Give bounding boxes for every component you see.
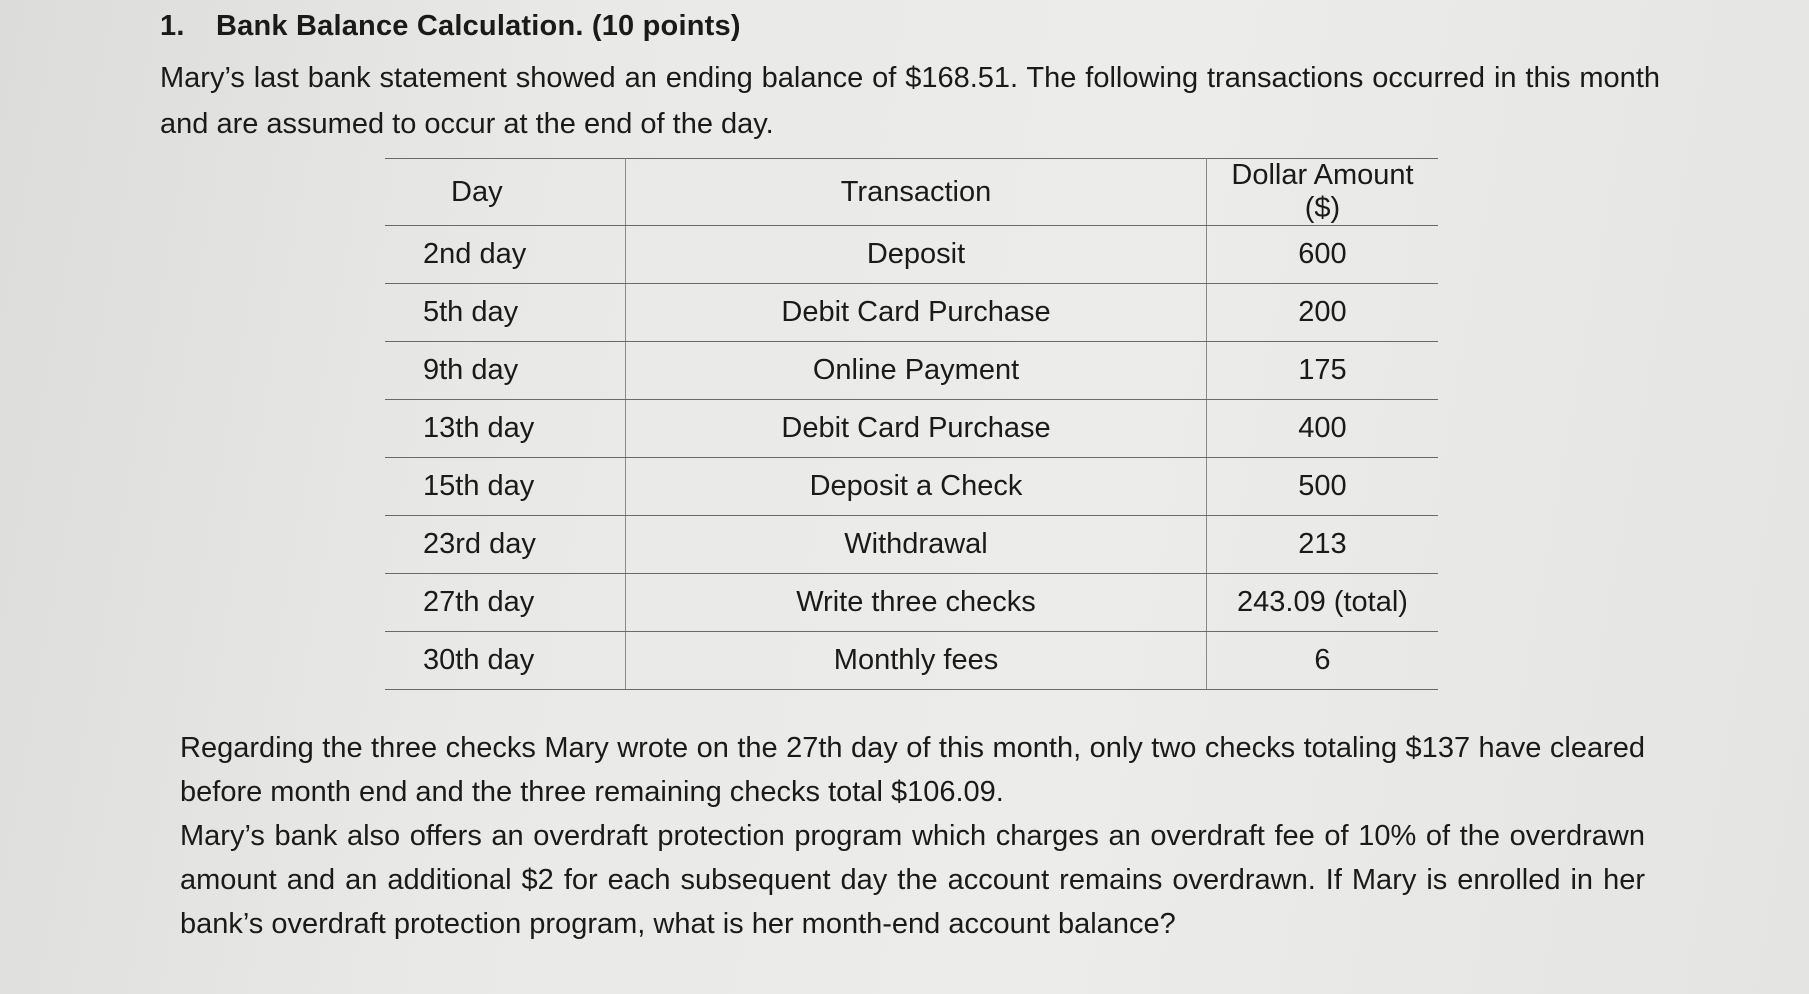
question-number: 1.: [160, 10, 185, 42]
cell-amount: 175: [1207, 342, 1439, 400]
cell-day: 5th day: [385, 284, 626, 342]
table-row: [385, 632, 1438, 690]
notes-section: [180, 726, 1645, 946]
cell-day: 2nd day: [385, 226, 626, 284]
question-title: Bank Balance Calculation. (10 points): [216, 10, 741, 42]
header-day: Day: [385, 159, 626, 226]
cell-transaction: Online Payment: [626, 342, 1207, 400]
cell-day: 23rd day: [385, 516, 626, 574]
transactions-table: [385, 158, 1438, 690]
notes-paragraph-checks: Regarding the three checks Mary wrote on the 27th day of this month, only two checks totaling $137 have cleared before month end and the three remaining checks total $106.09.: [180, 732, 1645, 808]
header-amount: Dollar Amount ($): [1207, 159, 1439, 226]
cell-transaction: Deposit a Check: [626, 458, 1207, 516]
cell-amount: 400: [1207, 400, 1439, 458]
cell-day: 30th day: [385, 632, 626, 690]
cell-amount: 200: [1207, 284, 1439, 342]
cell-transaction: Deposit: [626, 226, 1207, 284]
table-row: [385, 284, 1438, 342]
cell-transaction: Debit Card Purchase: [626, 284, 1207, 342]
question-heading: [160, 10, 741, 43]
cell-transaction: Withdrawal: [626, 516, 1207, 574]
cell-amount: 213: [1207, 516, 1439, 574]
table-header-row: [385, 159, 1438, 226]
table-row: [385, 574, 1438, 632]
cell-transaction: Write three checks: [626, 574, 1207, 632]
table-row: [385, 458, 1438, 516]
table-row: [385, 400, 1438, 458]
cell-day: 15th day: [385, 458, 626, 516]
table-row: [385, 342, 1438, 400]
intro-paragraph: Mary’s last bank statement showed an ending balance of $168.51. The following transactions occurred in this month and are assumed to occur at the end of the day.: [160, 62, 1660, 140]
table-row: [385, 226, 1438, 284]
cell-amount: 500: [1207, 458, 1439, 516]
table-row: [385, 516, 1438, 574]
cell-day: 13th day: [385, 400, 626, 458]
cell-transaction: Monthly fees: [626, 632, 1207, 690]
notes-paragraph-overdraft: Mary’s bank also offers an overdraft protection program which charges an overdraft fee of 10% of the overdrawn amount and an additional $2 for each subsequent day the account remains overdrawn. If Mary is enrolled in her bank’s overdraft protection program, what is her month-end account balance?: [180, 820, 1645, 940]
cell-amount: 600: [1207, 226, 1439, 284]
cell-amount: 6: [1207, 632, 1439, 690]
header-transaction: Transaction: [626, 159, 1207, 226]
cell-day: 9th day: [385, 342, 626, 400]
cell-transaction: Debit Card Purchase: [626, 400, 1207, 458]
cell-day: 27th day: [385, 574, 626, 632]
cell-amount: 243.09 (total): [1207, 574, 1439, 632]
